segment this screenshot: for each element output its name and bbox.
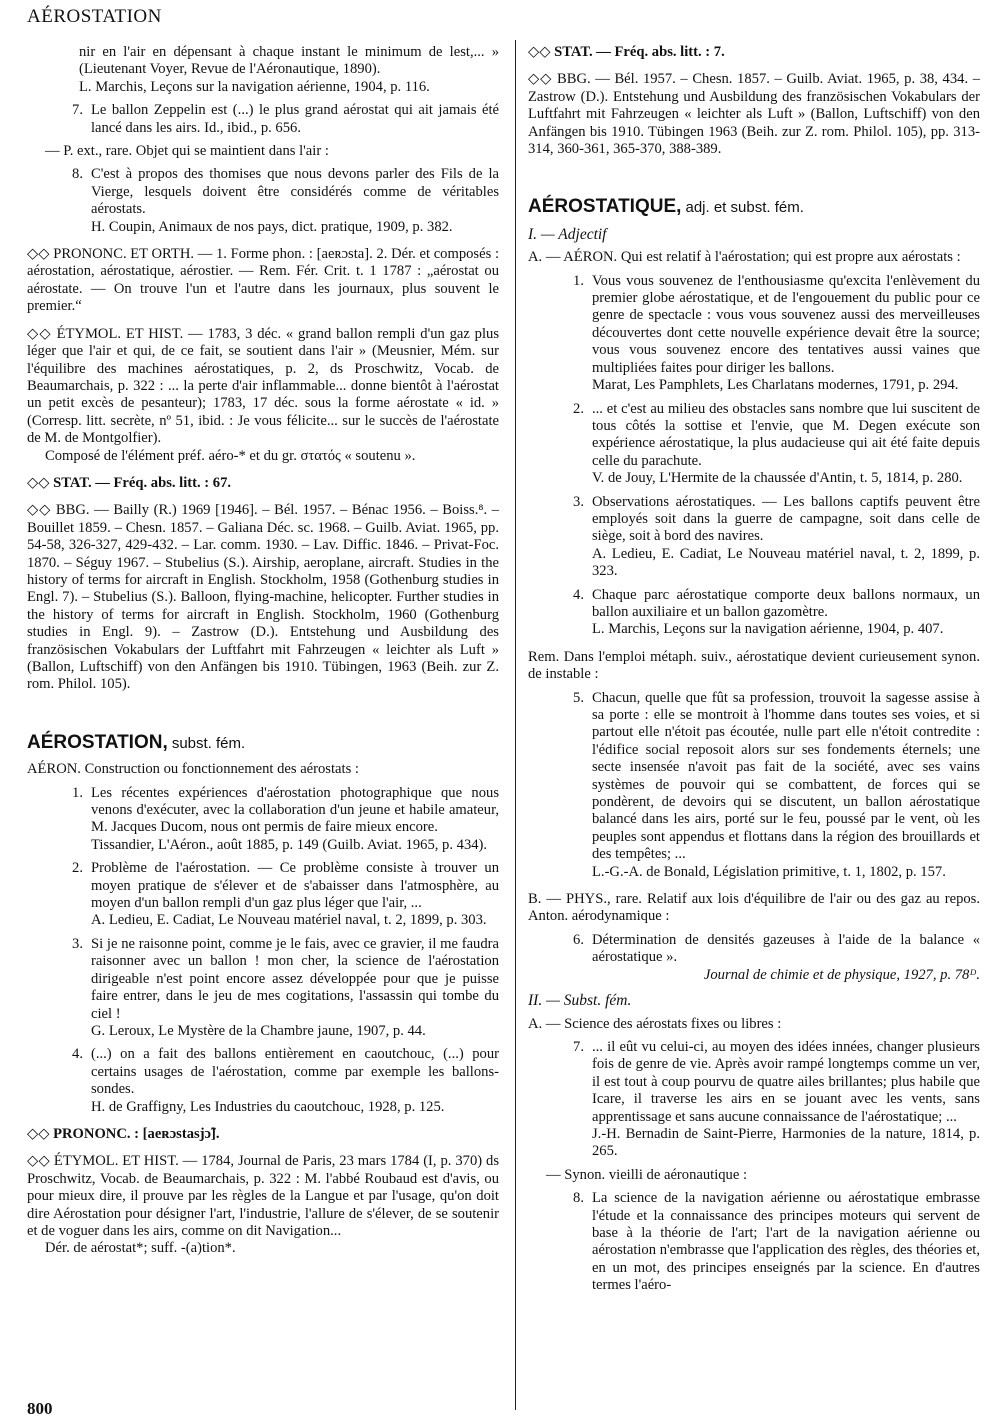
headword: AÉROSTATIQUE, xyxy=(528,196,682,218)
section-II: II. — Subst. fém. xyxy=(528,992,632,1010)
example-3: 3. Observations aérostatiques. — Les ballons captifs peuvent être employés soit dans la guerre de campagne, soit dans celle de siège, soit à bord des navires. A. Ledieu, E. Cadiat, Le Nouveau matériel naval, t. 2, 1899, p. 323. xyxy=(573,493,980,580)
section-B: B. — PHYS., rare. Relatif aux lois d'équilibre de l'air ou des gaz au repos. Anton. aérodynamique : xyxy=(528,891,980,925)
example-4: 4. (...) on a fait des ballons entièrement en caoutchouc, (...) pour certains usages de l'aérostation, comme par exemple les ballons-sondes. H. de Graffigny, Les Industries du caoutchouc, 1928, p. 125. xyxy=(72,1046,499,1115)
prononc-section: ◇◇ PRONONC. : [aeʀɔstasjɔ̃]. xyxy=(27,1125,220,1142)
definition: AÉRON. Construction ou fonctionnement des aérostats : xyxy=(27,761,359,778)
example-4: 4. Chaque parc aérostatique comporte deux ballons normaux, un ballon auxiliaire et un ballon gazomètre. L. Marchis, Leçons sur la navigation aérienne, 1904, p. 407. xyxy=(573,586,980,638)
derivation-note: Dér. de aérostat*; suff. -(a)tion*. xyxy=(45,1240,236,1257)
prononc-section: ◇◇ PRONONC. ET ORTH. — 1. Forme phon. : [aeʀɔsta]. 2. Dér. et composés : aérostation, aérostatique, aérostier. — Rem. Fér. Crit. t. 1 1787 : „aérostat ou aérostate. — On trouve l'un et l'autre dans les journaux, plus souvent le premier.“ xyxy=(27,246,499,315)
example-2: 2. ... et c'est au milieu des obstacles sans nombre que lui suscitent de tous côtés la sottise et l'envie, que M. Degen exécute son expérience aérostatique, la plus audacieuse qui ait été faite depuis celle du parachute. V. de Jouy, L'Hermite de la chaussée d'Antin, t. 5, 1814, p. 280. xyxy=(573,400,980,487)
remark: Rem. Dans l'emploi métaph. suiv., aérostatique devient curieusement synon. de instable : xyxy=(528,648,980,683)
example-1: 1. Les récentes expériences d'aérostation photographique que nous venons d'exécuter, avec la collaboration d'un jeune et habile amateur, M. Jacques Ducom, nous ont permis de faire mieux encore. Tissandier, L'Aéron., août 1885, p. 149 (Guilb. Aviat. 1965, p. 434). xyxy=(72,784,499,853)
part-of-speech: adj. et subst. fém. xyxy=(685,199,804,217)
example-3: 3. Si je ne raisonne point, comme je le fais, avec ce gravier, il me faudra raisonner avec un ballon ! mon cher, la science de l'aérostation dirigeable n'est point encore assez développée pour que je puisse faire entrer, dans le jeu de mes cogitations, l'assassin qui tombe du ciel ! G. Leroux, Le Mystère de la Chambre jaune, 1907, p. 44. xyxy=(72,935,499,1039)
citation-source: L.-G.-A. de Bonald, Législation primitive, t. 1, 1802, p. 157. xyxy=(592,863,946,880)
example-1: 1. Vous vous souvenez de l'enthousiasme qu'excita l'enlèvement du premier globe aérostatique, et de l'engouement du public pour ce genre de spectacle : vous vous souvenez aussi des merveilleuses découvertes dont cette nouvelle expérience devait être la source; vous vous souvenez encore des tentatives aussi vaines que multipliées faites pour diriger les ballons. Marat, Les Pamphlets, Les Charlatans modernes, 1791, p. 294. xyxy=(573,272,980,394)
citation-source: L. Marchis, Leçons sur la navigation aérienne, 1904, p. 116. xyxy=(79,78,430,95)
citation-source: Journal de chimie et de physique, 1927, p. 78ᴰ. xyxy=(703,966,980,983)
left-column xyxy=(27,44,499,1258)
citation-source: V. de Jouy, L'Hermite de la chaussée d'Antin, t. 5, 1814, p. 280. xyxy=(592,470,963,487)
running-head: AÉROSTATION xyxy=(27,6,162,27)
citation-source: Id., ibid., p. 656. xyxy=(204,119,301,136)
sense-extension: — P. ext., rare. Objet qui se maintient dans l'air : xyxy=(45,143,329,160)
section-A: A. — AÉRON. Qui est relatif à l'aérostation; qui est propre aux aérostats : xyxy=(528,249,961,266)
citation-source: L. Marchis, Leçons sur la navigation aérienne, 1904, p. 407. xyxy=(592,621,944,638)
entry-heading-aerostatique xyxy=(528,198,980,217)
right-column xyxy=(528,44,980,1295)
example-7: 7. Le ballon Zeppelin est (...) le plus grand aérostat qui ait jamais été lancé dans les airs. Id., ibid., p. 656. xyxy=(72,102,499,136)
citation-source: H. Coupin, Animaux de nos pays, dict. pratique, 1909, p. 382. xyxy=(91,218,453,235)
example-5: 5. Chacun, quelle que fût sa profession, trouvoit la sagesse assise à sa porte : elle se montroit à l'homme dans toutes ses voies, et si partout elle n'étoit pas écoutée, nulle part elle n'étoit contredite : l'édifice social reposoit alors sur ses fondements éternels; une secte insensée n'avoit pas fait de la société, avec ses vains systèmes de pouvoir qui se combattent, de forces qui se pondèrent, de devoirs qui se discutent, un ballon aérostatique balancé dans les airs, porté sur le feu, poussé par le vent, où les peuples sont appendus et flottans dans la région des brouillards et des tempêtes; ... L.-G.-A. de Bonald, Législation primitive, t. 1, 1802, p. 157. xyxy=(573,689,980,880)
section-II-A: A. — Science des aérostats fixes ou libres : xyxy=(528,1015,782,1032)
citation-source: A. Ledieu, E. Cadiat, Le Nouveau matériel naval, t. 2, 1899, p. 323. xyxy=(592,545,980,580)
citation-source: H. de Graffigny, Les Industries du caoutchouc, 1928, p. 125. xyxy=(91,1098,445,1115)
citation-source: G. Leroux, Le Mystère de la Chambre jaune, 1907, p. 44. xyxy=(91,1022,426,1039)
citation-source: Marat, Les Pamphlets, Les Charlatans modernes, 1791, p. 294. xyxy=(592,377,959,394)
part-of-speech: subst. fém. xyxy=(171,734,246,752)
example-8: 8. C'est à propos des thomises que nous devons parler des Fils de la Vierge, lesquels doivent être considérés comme de véritables aérostats. H. Coupin, Animaux de nos pays, dict. pratique, 1909, p. 382. xyxy=(72,166,499,235)
entry-heading-aerostation xyxy=(27,731,499,753)
example-7: 7. ... il eût vu celui-ci, au moyen des idées innées, changer plusieurs fois de genre de vie. Après avoir rampé longtemps comme un ver, il est tout à coup pourvu de quatre ailes brillantes; plus habile que Icare, il traverse les airs en se jouant avec les vents, sans apprentissage et sans aucune connaissance de l'aérostatique; ... J.-H. Bernadin de Saint-Pierre, Harmonies de la nature, 1814, p. 265. xyxy=(573,1038,980,1160)
citation-source: Tissandier, L'Aéron., août 1885, p. 149 (Guilb. Aviat. 1965, p. 434). xyxy=(91,836,488,853)
column-divider xyxy=(515,40,516,1410)
example-2: 2. Problème de l'aérostation. — Ce problème consiste à trouver un moyen pratique de s'élever et de s'abaisser dans l'atmosphère, au moyen d'un ballon rempli d'un gaz plus léger que l'air, ... A. Ledieu, E. Cadiat, Le Nouveau matériel naval, t. 2, 1899, p. 303. xyxy=(72,860,499,929)
composition-note: Composé de l'élément préf. aéro-* et du gr. στατός « soutenu ». xyxy=(45,447,416,464)
section-I: I. — Adjectif xyxy=(528,225,607,243)
synonym-note: — Synon. vieilli de aéronautique : xyxy=(546,1166,748,1183)
stat-section: ◇◇ STAT. — Fréq. abs. litt. : 7. xyxy=(528,44,725,60)
citation-source: A. Ledieu, E. Cadiat, Le Nouveau matériel naval, t. 2, 1899, p. 303. xyxy=(91,912,487,929)
etymol-section: ◇◇ ÉTYMOL. ET HIST. — 1783, 3 déc. « grand ballon rempli d'un gaz plus léger que l'air et qui, de ce fait, se soutient dans l'air » (Meusnier, Mém. sur l'équilibre des machines aérostatiques, p. 2, ds Proschwitz, Vocab. de Beaumarchais, p. 322 : ... la perte d'air inflammable... donne bientôt à l'aérostat un petit excès de pesanteur); 1783, 17 déc. sous la forme aérostate « id. » (Corresp. litt. secrète, nº 51, ibid. : Je vous félicite... sur le succès de l'aérostate de M. de Montgolfier). xyxy=(27,325,499,447)
headword: AÉROSTATION, xyxy=(27,731,168,753)
bibliography-section: ◇◇ BBG. — Bailly (R.) 1969 [1946]. – Bél. 1957. – Bénac 1956. – Boiss.⁸. – Bouillet 1859. – Chesn. 1857. – Galiana Déc. sc. 1968. – Guilb. Aviat. 1965, pp. 54-58, 326-327, 429-432. – Lar. comm. 1930. – Lav. Diffic. 1846. – Privat-Foc. 1870. – Séguy 1967. – Stubelius (S.). Airship, aeroplane, aircraft. Studies in the history of terms for aircraft in English. Stockholm, 1958 (Gothenburg studies in Engl. 7). – Stubelius (S.). Balloon, flying-machine, helicopter. Further studies in the history of terms for aircraft in English. Stockholm, 1960 (Gothenburg studies in Engl. 9). – Zastrow (D.). Entstehung und Ausbildung des französischen Vokabulars der Luftfahrt mit Fahrzeugen « leichter als Luft » (Ballon, Luftschiff) von den Anfängen bis 1910. Tübingen, 1963 (Beih. zur Z. rom. Philol. 105). xyxy=(27,502,499,693)
etymol-section: ◇◇ ÉTYMOL. ET HIST. — 1784, Journal de Paris, 23 mars 1784 (I, p. 370) ds Proschwitz, Vocab. de Beaumarchais, p. 322 : M. l'abbé Roubaud est d'avis, ou pour mieux dire, il prouve par les règles de la Langue et par l'usage, qu'on doit dire Aérostation pour désigner l'art, l'industrie, l'allure de s'élever, de se soutenir et de voguer dans les airs, comme on dit Navigation... xyxy=(27,1153,499,1239)
continued-quote: nir en l'air en dépensant à chaque instant le minimum de lest,... » (Lieutenant Voyer, Revue de l'Aéronautique, 1890). xyxy=(79,44,499,78)
example-6: 6. Détermination de densités gazeuses à l'aide de la balance « aérostatique ». Journal de chimie et de physique, 1927, p. 78ᴰ. xyxy=(573,931,980,983)
page-number: 800 xyxy=(27,1399,53,1418)
citation-source: J.-H. Bernadin de Saint-Pierre, Harmonies de la nature, 1814, p. 265. xyxy=(592,1125,980,1160)
bibliography-section: ◇◇ BBG. — Bél. 1957. – Chesn. 1857. – Guilb. Aviat. 1965, p. 38, 434. – Zastrow (D.). Entstehung und Ausbildung des französischen Vokabulars der Luftfahrt mit Fahrzeugen « leichter als Luft » (Ballon, Luftschiff) von den Anfängen bis 1910. Tübingen 1963 (Beih. zur Z. rom. Philol. 105), pp. 313-314, 360-361, 365-370, 388-389. xyxy=(528,71,980,158)
stat-section: ◇◇ STAT. — Fréq. abs. litt. : 67. xyxy=(27,474,232,491)
example-8: 8. La science de la navigation aérienne ou aérostatique embrasse l'étude et la connaissance des principes moteurs qui servent de base à la théorie de l'art; l'art de la navigation aérienne ou aérostation n'embrasse que l'application des règles, des théories et, en un mot, des principes enseignés par la science. En d'autres termes l'aéro- xyxy=(573,1190,980,1294)
